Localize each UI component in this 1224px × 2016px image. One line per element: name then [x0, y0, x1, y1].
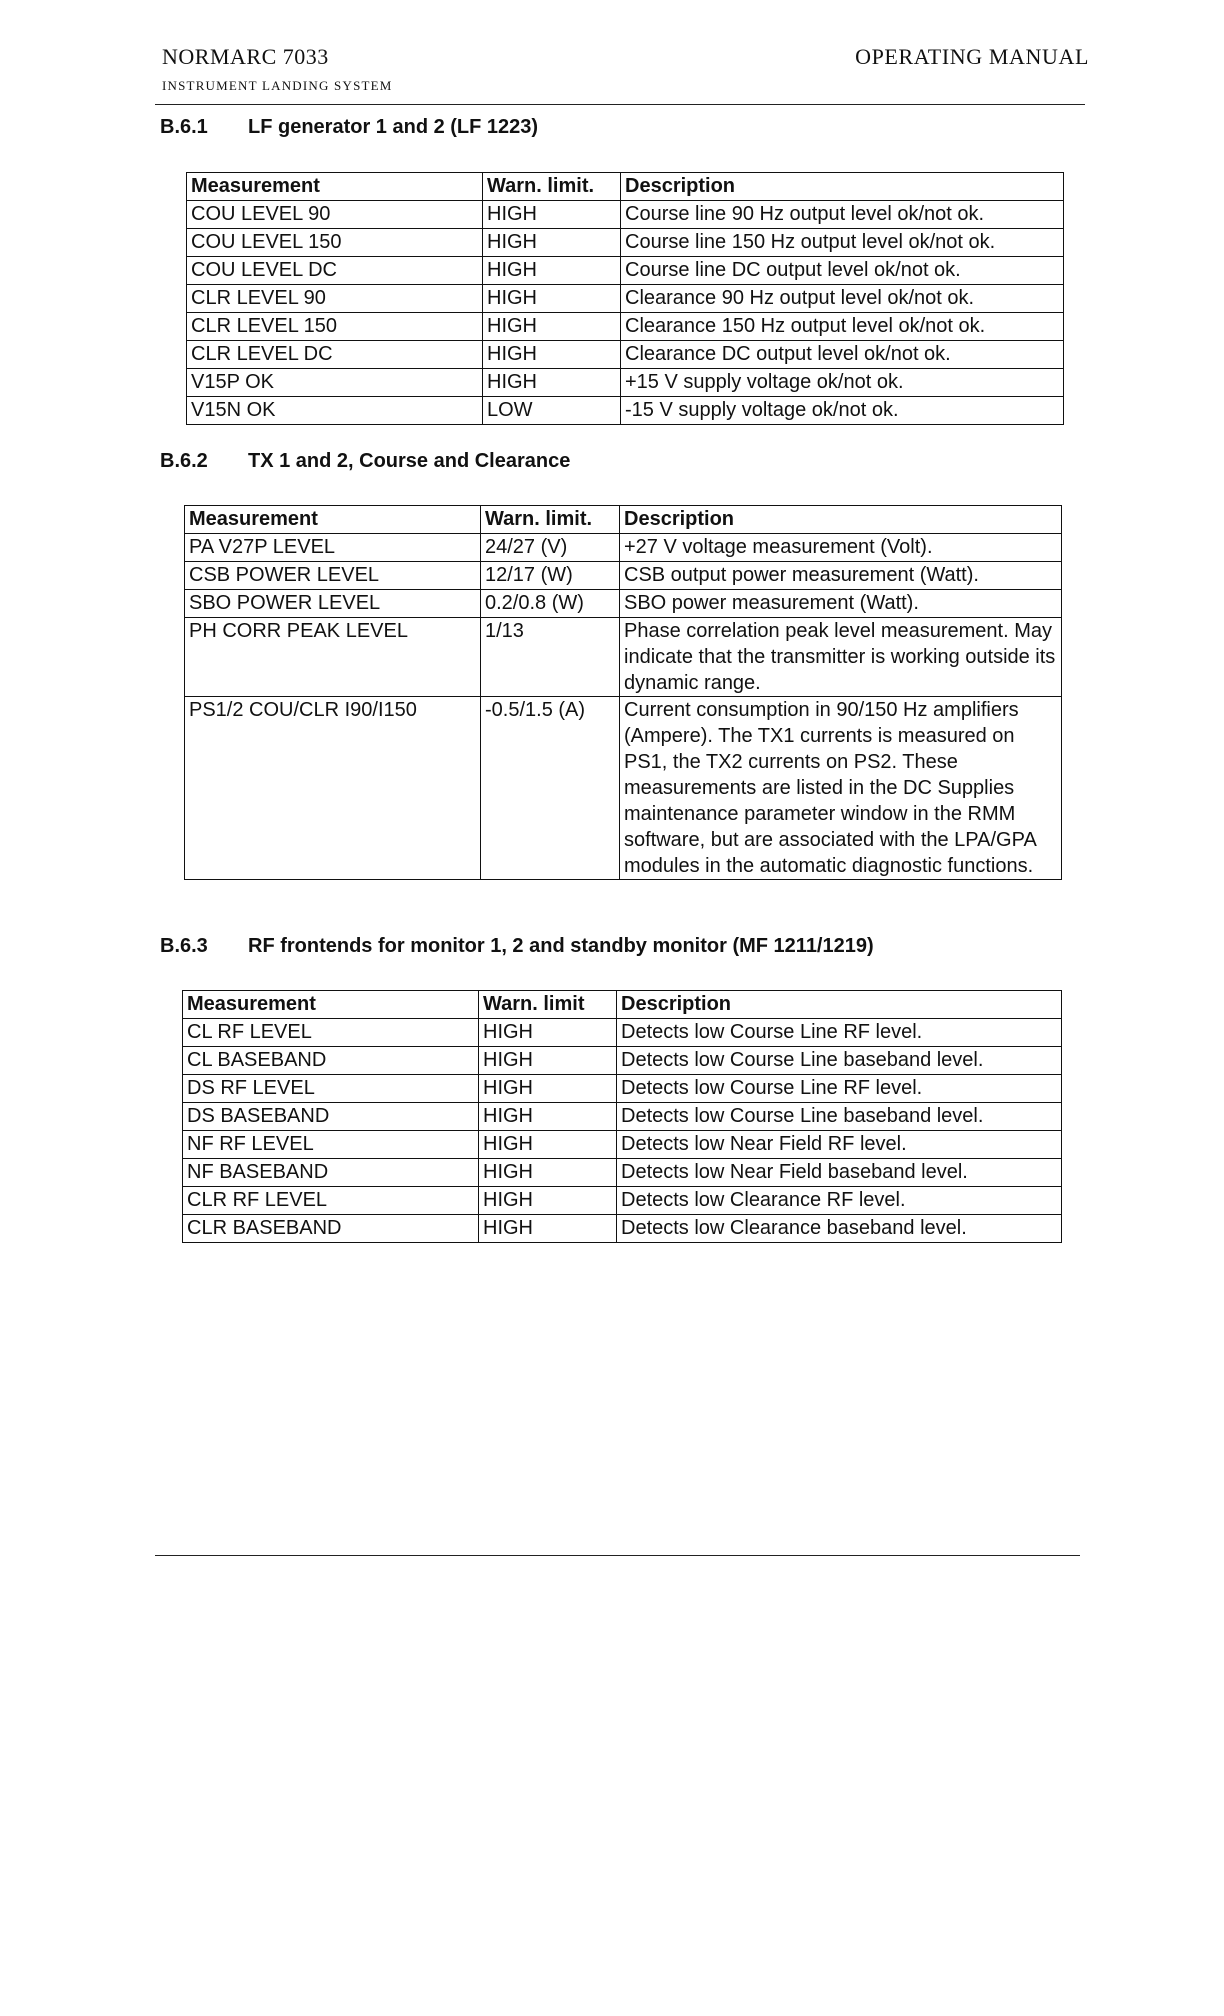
- table-row: [183, 1019, 1062, 1047]
- description-cell: Clearance DC output level ok/not ok.: [621, 341, 1064, 369]
- measurement-cell: DS RF LEVEL: [183, 1075, 479, 1103]
- rf-frontend-table: [182, 990, 1062, 1243]
- warn-limit-cell: LOW: [483, 397, 621, 425]
- table-row: [187, 285, 1064, 313]
- table-row: [185, 697, 1062, 880]
- description-cell: Phase correlation peak level measurement. May indicate that the transmitter is working outside its dynamic range.: [620, 618, 1062, 697]
- table-row: [183, 1215, 1062, 1243]
- section-number: B.6.2: [160, 450, 208, 472]
- lf-generator-table: [186, 172, 1064, 425]
- section-title: TX 1 and 2, Course and Clearance: [248, 450, 571, 472]
- description-cell: Clearance 150 Hz output level ok/not ok.: [621, 313, 1064, 341]
- measurement-cell: CSB POWER LEVEL: [185, 562, 481, 590]
- measurement-cell: CLR RF LEVEL: [183, 1187, 479, 1215]
- table-row: [185, 618, 1062, 697]
- description-cell: SBO power measurement (Watt).: [620, 590, 1062, 618]
- measurement-cell: SBO POWER LEVEL: [185, 590, 481, 618]
- warn-limit-cell: HIGH: [483, 369, 621, 397]
- measurement-cell: PS1/2 COU/CLR I90/I150: [185, 697, 481, 880]
- measurement-header: Measurement: [187, 173, 483, 201]
- description-cell: Detects low Clearance baseband level.: [617, 1215, 1062, 1243]
- description-header: Description: [621, 173, 1064, 201]
- description-cell: Course line 90 Hz output level ok/not ok.: [621, 201, 1064, 229]
- table-row: [187, 397, 1064, 425]
- measurement-cell: DS BASEBAND: [183, 1103, 479, 1131]
- section-number: B.6.1: [160, 116, 208, 138]
- table-row: [183, 1075, 1062, 1103]
- measurement-cell: CLR BASEBAND: [183, 1215, 479, 1243]
- warn-limit-cell: HIGH: [479, 1047, 617, 1075]
- description-cell: Detects low Clearance RF level.: [617, 1187, 1062, 1215]
- description-cell: Current consumption in 90/150 Hz amplifiers (Ampere). The TX1 currents is measured on PS1, the TX2 currents on PS2. These measurements are listed in the DC Supplies maintenance parameter window in the RMM software, but are associated with the LPA/GPA modules in the automatic diagnostic functions.: [620, 697, 1062, 880]
- description-cell: Course line DC output level ok/not ok.: [621, 257, 1064, 285]
- warn-limit-cell: HIGH: [483, 313, 621, 341]
- warn-limit-cell: HIGH: [483, 201, 621, 229]
- warn-limit-cell: HIGH: [479, 1187, 617, 1215]
- warn-limit-header: Warn. limit: [479, 991, 617, 1019]
- manual-type-label: OPERATING MANUAL: [855, 44, 1089, 69]
- measurement-cell: COU LEVEL 90: [187, 201, 483, 229]
- description-cell: Detects low Course Line RF level.: [617, 1019, 1062, 1047]
- measurement-cell: NF BASEBAND: [183, 1159, 479, 1187]
- description-cell: Detects low Course Line baseband level.: [617, 1103, 1062, 1131]
- page-header-left: [162, 44, 393, 94]
- warn-limit-cell: 12/17 (W): [481, 562, 620, 590]
- table-row: [183, 1159, 1062, 1187]
- description-cell: Detects low Near Field baseband level.: [617, 1159, 1062, 1187]
- measurement-header: Measurement: [183, 991, 479, 1019]
- section-heading-b61: [160, 116, 538, 139]
- measurement-cell: V15P OK: [187, 369, 483, 397]
- warn-limit-cell: HIGH: [483, 341, 621, 369]
- measurement-cell: CL RF LEVEL: [183, 1019, 479, 1047]
- measurement-cell: COU LEVEL 150: [187, 229, 483, 257]
- header-divider: [155, 104, 1085, 105]
- table-row: [183, 1103, 1062, 1131]
- section-number: B.6.3: [160, 935, 208, 957]
- table-row: [187, 341, 1064, 369]
- warn-limit-cell: HIGH: [479, 1131, 617, 1159]
- description-cell: +27 V voltage measurement (Volt).: [620, 534, 1062, 562]
- warn-limit-header: Warn. limit.: [481, 506, 620, 534]
- warn-limit-cell: HIGH: [483, 257, 621, 285]
- measurement-header: Measurement: [185, 506, 481, 534]
- section-heading-b63: [160, 935, 874, 958]
- warn-limit-cell: 24/27 (V): [481, 534, 620, 562]
- description-header: Description: [617, 991, 1062, 1019]
- section-title: RF frontends for monitor 1, 2 and standby monitor (MF 1211/1219): [248, 935, 874, 957]
- section-title: LF generator 1 and 2 (LF 1223): [248, 116, 539, 138]
- table-row: [183, 1187, 1062, 1215]
- warn-limit-cell: -0.5/1.5 (A): [481, 697, 620, 880]
- description-cell: Detects low Course Line RF level.: [617, 1075, 1062, 1103]
- tx-table: [184, 505, 1062, 880]
- table-row: [185, 562, 1062, 590]
- description-cell: Detects low Near Field RF level.: [617, 1131, 1062, 1159]
- warn-limit-cell: HIGH: [483, 229, 621, 257]
- measurement-cell: PH CORR PEAK LEVEL: [185, 618, 481, 697]
- table-row: [183, 1131, 1062, 1159]
- table-row: [187, 257, 1064, 285]
- document-subtitle: INSTRUMENT LANDING SYSTEM: [162, 78, 393, 93]
- measurement-cell: CLR LEVEL 90: [187, 285, 483, 313]
- description-cell: Clearance 90 Hz output level ok/not ok.: [621, 285, 1064, 313]
- table-header-row: [183, 991, 1062, 1019]
- warn-limit-cell: HIGH: [479, 1103, 617, 1131]
- table-row: [185, 590, 1062, 618]
- warn-limit-cell: 1/13: [481, 618, 620, 697]
- warn-limit-cell: HIGH: [479, 1215, 617, 1243]
- warn-limit-cell: HIGH: [483, 285, 621, 313]
- description-cell: -15 V supply voltage ok/not ok.: [621, 397, 1064, 425]
- measurement-cell: CLR LEVEL DC: [187, 341, 483, 369]
- document-title: NORMARC 7033: [162, 44, 329, 69]
- description-cell: Course line 150 Hz output level ok/not ok.: [621, 229, 1064, 257]
- measurement-cell: COU LEVEL DC: [187, 257, 483, 285]
- description-cell: CSB output power measurement (Watt).: [620, 562, 1062, 590]
- table-row: [185, 534, 1062, 562]
- description-header: Description: [620, 506, 1062, 534]
- footer-divider: [155, 1555, 1080, 1556]
- measurement-cell: CL BASEBAND: [183, 1047, 479, 1075]
- table-row: [187, 201, 1064, 229]
- warn-limit-header: Warn. limit.: [483, 173, 621, 201]
- description-cell: Detects low Course Line baseband level.: [617, 1047, 1062, 1075]
- section-heading-b62: [160, 450, 570, 473]
- warn-limit-cell: 0.2/0.8 (W): [481, 590, 620, 618]
- table-header-row: [187, 173, 1064, 201]
- table-row: [187, 229, 1064, 257]
- measurement-cell: CLR LEVEL 150: [187, 313, 483, 341]
- warn-limit-cell: HIGH: [479, 1159, 617, 1187]
- table-row: [187, 369, 1064, 397]
- warn-limit-cell: HIGH: [479, 1075, 617, 1103]
- warn-limit-cell: HIGH: [479, 1019, 617, 1047]
- table-row: [187, 313, 1064, 341]
- measurement-cell: V15N OK: [187, 397, 483, 425]
- table-row: [183, 1047, 1062, 1075]
- measurement-cell: NF RF LEVEL: [183, 1131, 479, 1159]
- description-cell: +15 V supply voltage ok/not ok.: [621, 369, 1064, 397]
- measurement-cell: PA V27P LEVEL: [185, 534, 481, 562]
- table-header-row: [185, 506, 1062, 534]
